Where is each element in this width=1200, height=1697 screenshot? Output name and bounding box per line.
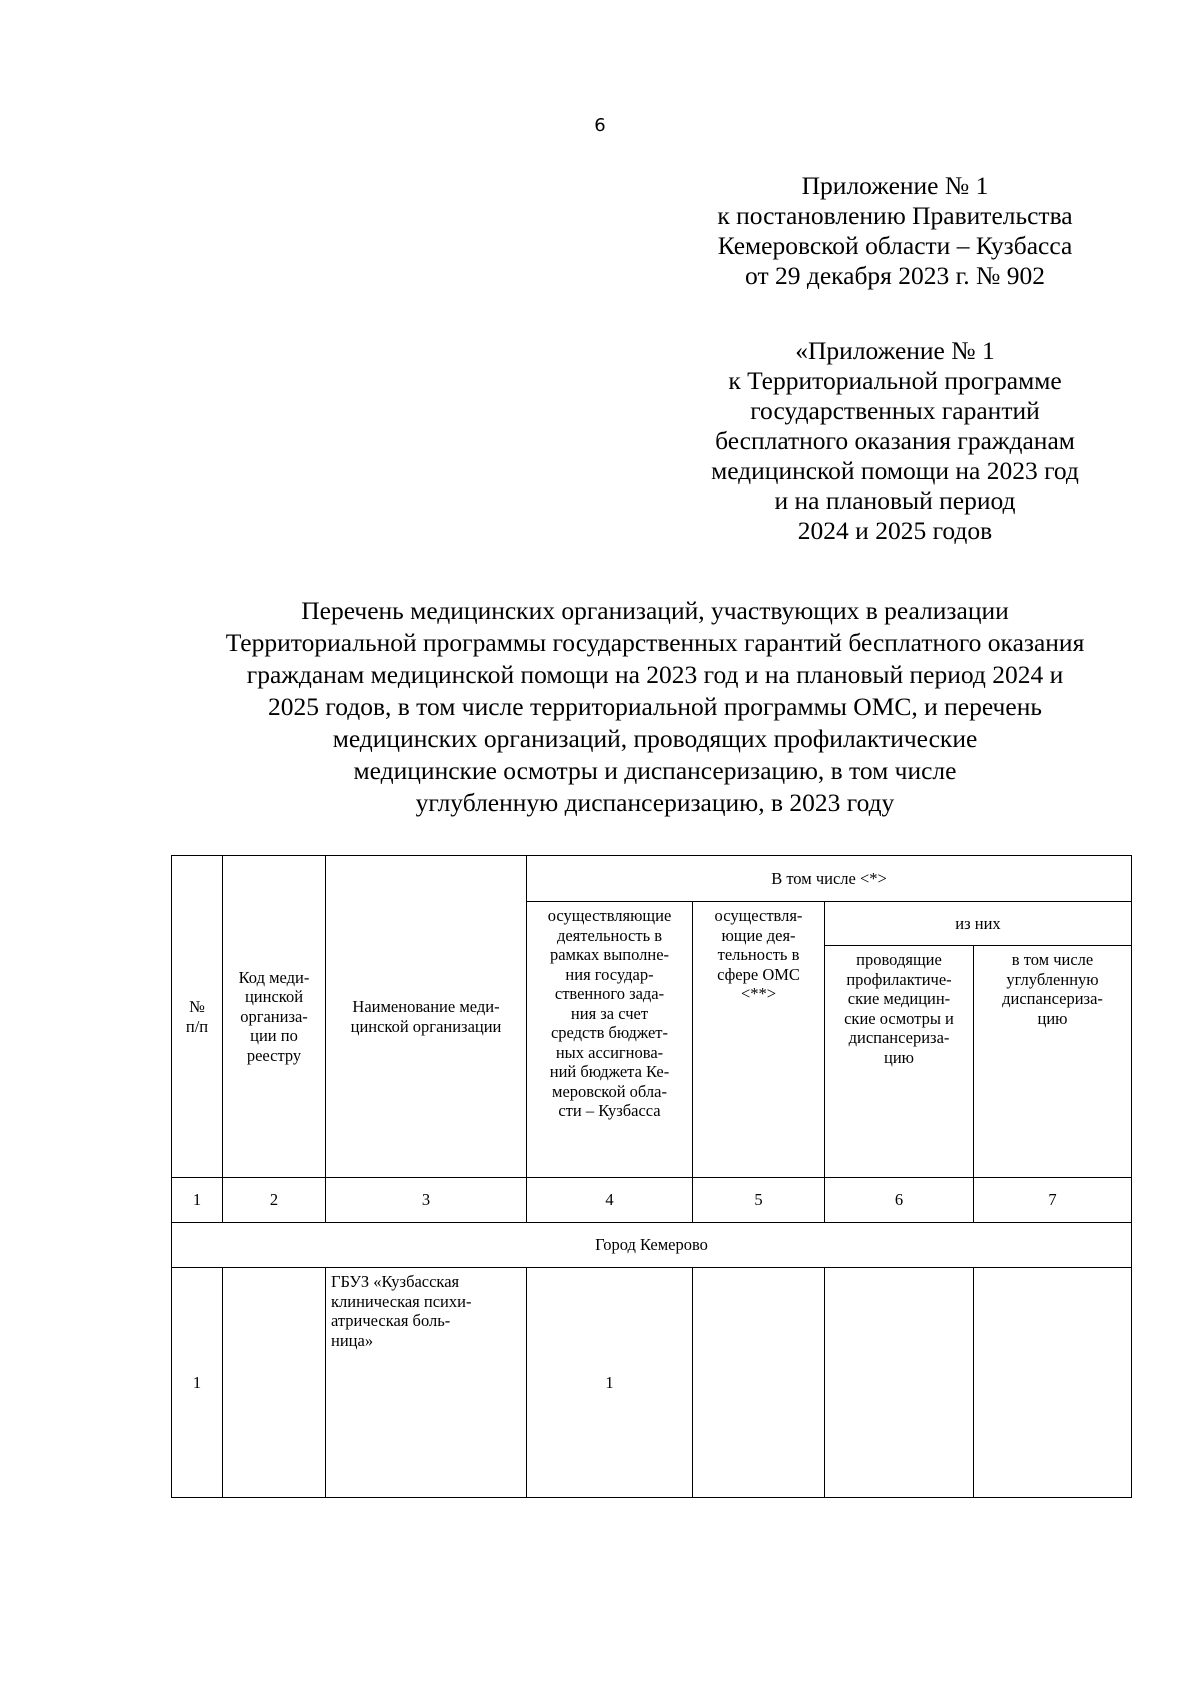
column-number: 5 <box>693 1178 825 1223</box>
header-text-line: ские медицин- <box>847 989 951 1008</box>
header-text-line: ния государ- <box>565 964 654 984</box>
header-row-number <box>172 856 223 1178</box>
row-state-task: 1 <box>527 1268 693 1498</box>
appendix-header-line: от 29 декабря 2023 г. № 902 <box>745 261 1045 290</box>
header-text-line: проводящие <box>856 950 942 969</box>
header-text-line: сти – Кузбасса <box>558 1101 661 1120</box>
organizations-table <box>171 855 1132 1498</box>
appendix-header-line: Кемеровской области – Кузбасса <box>717 231 1073 260</box>
header-text-line: ний бюджета Ке- <box>549 1062 670 1081</box>
header-text-line: п/п <box>185 1016 209 1036</box>
list-title-line: гражданам медицинской помощи на 2023 год и на плановый период 2024 и <box>246 660 1064 689</box>
header-text-line: диспансериза- <box>1002 989 1103 1008</box>
header-text-line: ции по <box>250 1026 298 1046</box>
header-text-line: цинской <box>244 987 304 1007</box>
row-number: 1 <box>172 1268 223 1498</box>
row-org-code <box>223 1268 326 1498</box>
list-title-line: 2025 годов, в том числе территориальной программы ОМС, и перечень <box>268 692 1042 721</box>
header-text-line: <**> <box>740 984 777 1003</box>
header-deep-dispensary <box>974 946 1132 1178</box>
header-org-code <box>223 856 326 1178</box>
row-prof-exams <box>825 1268 974 1498</box>
column-numbers-row <box>172 1178 1132 1223</box>
header-text-line: углубленную <box>1006 969 1099 989</box>
page-number: 6 <box>594 115 606 136</box>
header-text-line: ющие дея- <box>721 925 796 945</box>
program-appendix-line: бесплатного оказания гражданам <box>715 426 1075 455</box>
header-prof-exams <box>825 946 974 1178</box>
appendix-header-line: Приложение № 1 <box>801 171 989 200</box>
header-text-line: профилактиче- <box>846 969 952 989</box>
program-appendix-line: и на плановый период <box>774 486 1016 515</box>
row-org-name <box>326 1268 527 1498</box>
column-number: 1 <box>172 1178 223 1223</box>
program-appendix-line: к Территориальной программе <box>728 366 1062 395</box>
program-appendix-line: государственных гарантий <box>750 396 1040 425</box>
header-of-them-group: из них <box>825 902 1132 946</box>
list-title-line: Перечень медицинских организаций, участвующих в реализации <box>301 596 1009 625</box>
header-text-line: рамках выполне- <box>549 945 670 964</box>
header-state-task <box>527 902 693 1178</box>
header-text-line: средств бюджет- <box>550 1023 668 1042</box>
header-org-name <box>326 856 527 1178</box>
header-text-line: ных ассигнова- <box>555 1042 664 1062</box>
appendix-header-line: к постановлению Правительства <box>717 201 1073 230</box>
header-text-line: реестру <box>246 1045 302 1065</box>
list-title-line: медицинские осмотры и диспансеризацию, в том числе <box>353 756 957 785</box>
appendix-header <box>660 171 1130 291</box>
column-number: 3 <box>326 1178 527 1223</box>
org-name-line: клиническая психи- <box>331 1291 472 1311</box>
header-including-group: В том числе <*> <box>527 856 1132 902</box>
column-number: 7 <box>974 1178 1132 1223</box>
program-appendix-line: медицинской помощи на 2023 год <box>711 456 1079 485</box>
row-deep-dispensary <box>974 1268 1132 1498</box>
org-name-line: атрическая боль- <box>331 1311 451 1330</box>
header-text-line: ственного зада- <box>554 984 665 1003</box>
header-text-line: ния за счет <box>570 1003 649 1023</box>
header-text-line: № <box>189 997 205 1016</box>
column-number: 4 <box>527 1178 693 1223</box>
header-text-line: Код меди- <box>238 967 310 987</box>
list-title-line: углубленную диспансеризацию, в 2023 году <box>415 788 895 817</box>
column-number: 2 <box>223 1178 326 1223</box>
column-number: 6 <box>825 1178 974 1223</box>
header-text-line: организа- <box>240 1006 308 1026</box>
org-name-line: ница» <box>331 1330 374 1350</box>
header-text-line: сфере ОМС <box>717 964 800 984</box>
list-title-line: медицинских организаций, проводящих профилактические <box>332 724 978 753</box>
header-text-line: меровской обла- <box>552 1081 667 1101</box>
program-appendix-line: 2024 и 2025 годов <box>797 516 993 545</box>
table-row <box>172 1268 1132 1498</box>
org-name-line: ГБУЗ «Кузбасская <box>331 1272 460 1291</box>
header-text-line: Наименование меди- <box>352 997 500 1016</box>
header-oms <box>693 902 825 1178</box>
header-text-line: цинской организации <box>350 1016 502 1036</box>
list-title-line: Территориальной программы государственных гарантий бесплатного оказания <box>225 628 1085 657</box>
header-text-line: тельность в <box>717 945 800 964</box>
header-text-line: осуществля- <box>714 906 803 925</box>
header-text-line: осуществляющие <box>547 906 672 925</box>
program-appendix-line: «Приложение № 1 <box>795 336 995 365</box>
header-text-line: деятельность в <box>556 925 663 945</box>
header-text-line: в том числе <box>1011 950 1094 969</box>
header-text-line: ские осмотры и <box>844 1008 954 1028</box>
section-row <box>172 1223 1132 1268</box>
header-text-line: диспансериза- <box>848 1028 950 1047</box>
row-oms <box>693 1268 825 1498</box>
program-appendix-header <box>660 336 1130 546</box>
header-text-line: цию <box>1037 1008 1068 1028</box>
section-city-kemerovo: Город Кемерово <box>172 1223 1132 1268</box>
header-text-line: цию <box>884 1047 914 1067</box>
list-title <box>160 595 1150 819</box>
